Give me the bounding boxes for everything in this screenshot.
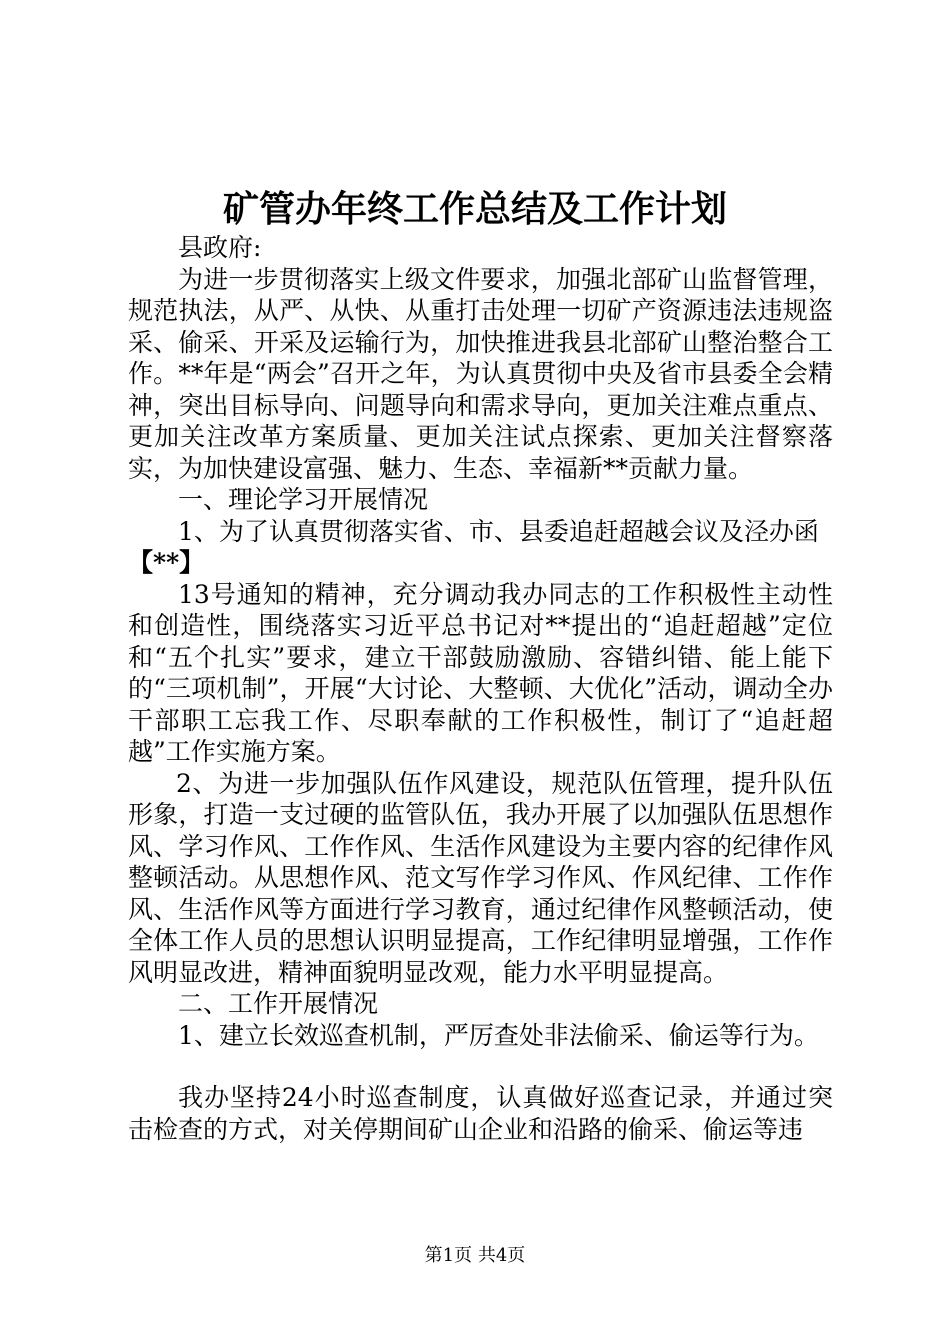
section-heading-theory: 一、理论学习开展情况: [178, 485, 429, 514]
paragraph-gap: [128, 1051, 833, 1082]
intro-paragraph: 为进一步贯彻落实上级文件要求，加强北部矿山监督管理，规范执法，从严、从快、从重打击处理一切矿产资源违法违规盗采、偷采、开采及运输行为，加快推进我县北部矿山整治整合工作。**年是“两会”召开之年，为认真贯彻中央及省市县委全会精神，突出目标导向、问题导向和需求导向，更加关注难点重点、更加关注改革方案质量、更加关注试点探索、更加关注督察落实，为加快建设富强、魅力、生态、幸福新**贡献力量。: [128, 264, 833, 483]
item-2-paragraph: 2、为进一步加强队伍作风建设，规范队伍管理，提升队伍形象，打造一支过硬的监管队伍，我办开展了以加强队伍思想作风、学习作风、工作作风、生活作风建设为主要内容的纪律作风整顿活动。从思想作风、范文写作学习作风、作风纪律、工作作风、生活作风等方面进行学习教育，通过纪律作风整顿活动，使全体工作人员的思想认识明显提高，工作纪律明显增强，工作作风明显改进，精神面貌明显改观，能力水平明显提高。: [128, 768, 833, 987]
item-1-body: 13号通知的精神，充分调动我办同志的工作积极性主动性和创造性，围绕落实习近平总书记对**提出的“追赶超越”定位和“五个扎实”要求，建立干部鼓励激励、容错纠错、能上能下的“三项机制”，开展“大讨论、大整顿、大优化”活动，调动全办干部职工忘我工作、尽职奉献的工作积极性，制订了“追赶超越”工作实施方案。: [128, 579, 833, 766]
section-heading-work: 二、工作开展情况: [178, 989, 379, 1018]
document-body: [128, 232, 833, 1145]
item-1-bracket: 【**】: [128, 548, 205, 577]
item-3-body: 我办坚持24小时巡查制度，认真做好巡查记录，并通过突击检查的方式，对关停期间矿山企业和沿路的偷采、偷运等违: [128, 1083, 833, 1144]
document-title: 矿管办年终工作总结及工作计划: [222, 188, 727, 230]
salutation: 县政府:: [178, 233, 262, 262]
page-footer: 第1页 共4页: [424, 1245, 526, 1266]
item-3-heading: 1、建立长效巡查机制，严厉查处非法偷采、偷运等行为。: [178, 1020, 819, 1050]
item-1-first-line: 1、为了认真贯彻落实省、市、县委追赶超越会议及泾办函: [178, 516, 819, 546]
